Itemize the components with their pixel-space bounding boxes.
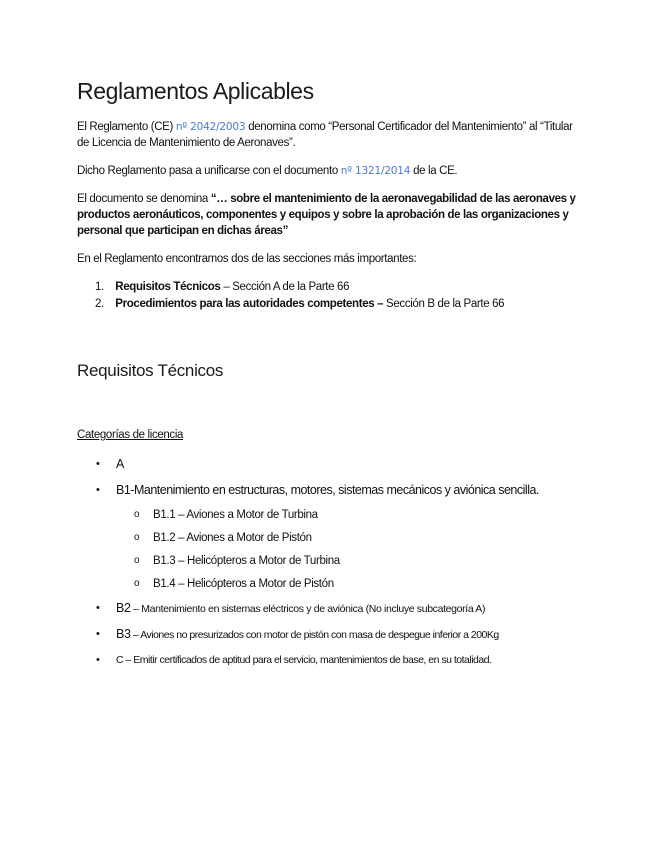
section-item-1: 1. Requisitos Técnicos – Sección A de la Parte 66 <box>95 281 350 293</box>
bullet-icon: • <box>96 654 100 666</box>
circle-bullet-icon: o <box>134 532 140 543</box>
paragraph-unification: Dicho Reglamento pasa a unificarse con el documento nº 1321/2014 de la CE. <box>77 165 458 177</box>
bullet-icon: • <box>96 458 100 470</box>
bullet-icon: • <box>96 628 100 640</box>
paragraph-regulation: El Reglamento (CE) nº 2042/2003 denomina como “Personal Certificador del Mantenimiento” al “Titular de Licencia de Mantenimiento de Aeronaves”. <box>77 121 573 149</box>
page-title: Reglamentos Aplicables <box>77 78 314 104</box>
categories-title: Categorías de licencia <box>77 429 184 441</box>
circle-bullet-icon: o <box>134 555 140 566</box>
circle-bullet-icon: o <box>134 578 140 589</box>
document-link[interactable]: nº 1321/2014 <box>340 165 411 177</box>
section-heading: Requisitos Técnicos <box>77 361 224 380</box>
bullet-icon: • <box>96 602 100 614</box>
paragraph-document-name: El documento se denomina “… sobre el mantenimiento de la aeronavegabilidad de las aeronaves y productos aeronáuticos, componentes y equipos y sobre la aprobación de las organizaciones y personal que participan en dichas áreas” <box>77 193 576 237</box>
section-item-2: 2. Procedimientos para las autoridades competentes – Sección B de la Parte 66 <box>95 298 505 310</box>
circle-bullet-icon: o <box>134 509 140 520</box>
bullet-icon: • <box>96 484 100 496</box>
regulation-link[interactable]: nº 2042/2003 <box>175 121 246 133</box>
paragraph-sections-intro: En el Reglamento encontramos dos de las secciones más importantes: <box>77 253 417 265</box>
